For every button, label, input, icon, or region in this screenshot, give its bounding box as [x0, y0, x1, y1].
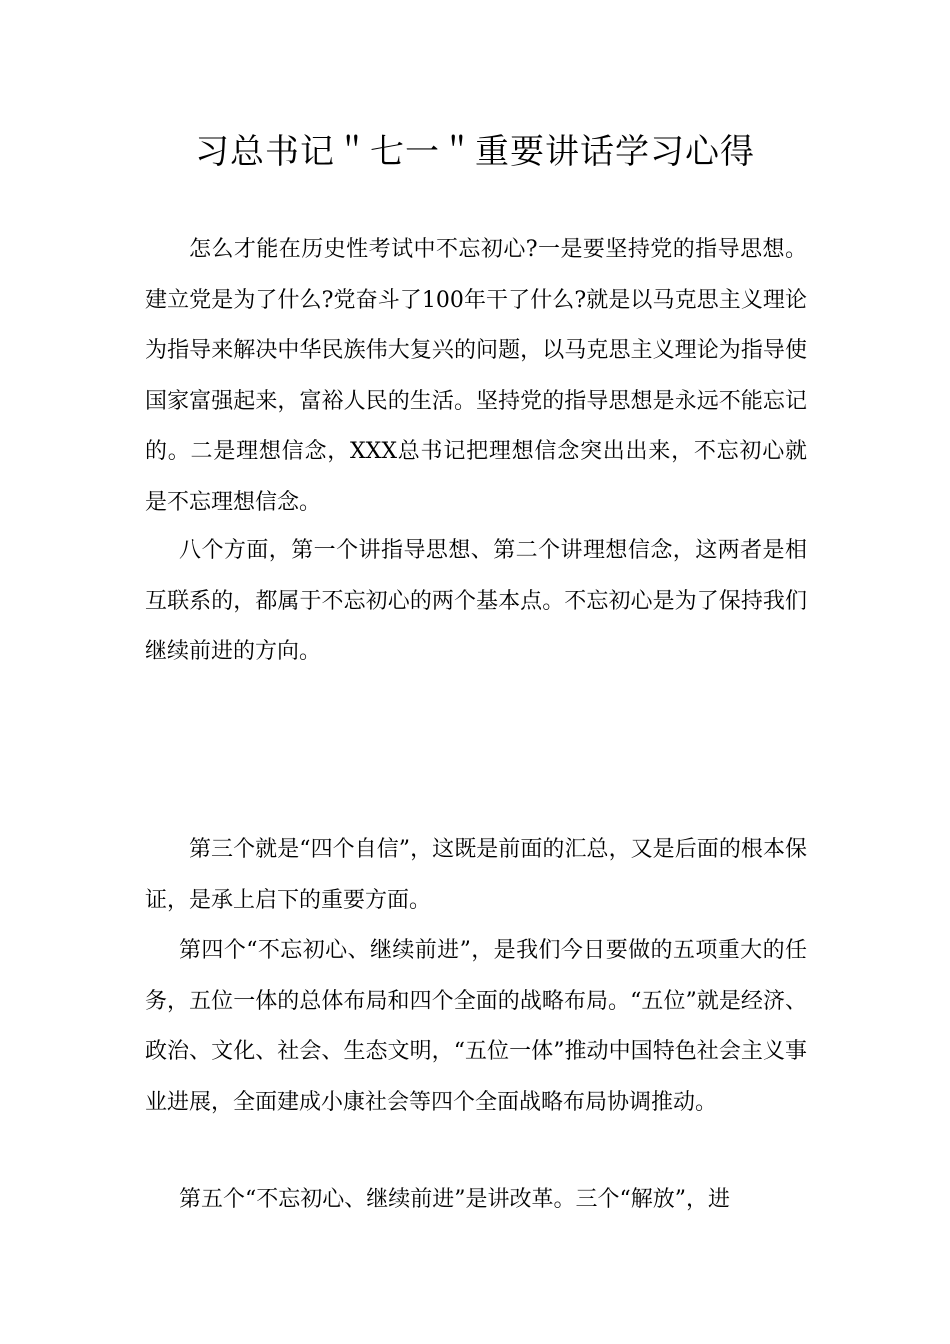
paragraph-3: 第三个就是“四个自信”，这既是前面的汇总，又是后面的根本保证，是承上启下的重要方面。: [145, 837, 807, 913]
paragraph-4: 第四个“不忘初心、继续前进”，是我们今日要做的五项重大的任务，五位一体的总体布局和四个全面的战略布局。“五位”就是经济、政治、文化、社会、生态文明，“五位一体”推动中国特色社会主义事业进展，全面建成小康社会等四个全面战略布局协调推动。: [145, 938, 807, 1115]
paragraph-5: 第五个“不忘初心、继续前进”是讲改革。三个“解放”，进: [179, 1187, 730, 1212]
document-title: 习总书记＂七一＂重要讲话学习心得: [195, 132, 755, 172]
paragraph-2: 八个方面，第一个讲指导思想、第二个讲理想信念，这两者是相互联系的，都属于不忘初心的两个基本点。不忘初心是为了保持我们继续前进的方向。: [145, 538, 807, 664]
paragraph-1: 怎么才能在历史性考试中不忘初心?一是要坚持党的指导思想。建立党是为了什么?党奋斗了100年干了什么?就是以马克思主义理论为指导来解决中华民族伟大复兴的问题，以马克思主义理论为指导使国家富强起来，富裕人民的生活。坚持党的指导思想是永远不能忘记的。二是理想信念，XXX总书记把理想信念突出出来，不忘初心就是不忘理想信念。: [145, 237, 807, 515]
